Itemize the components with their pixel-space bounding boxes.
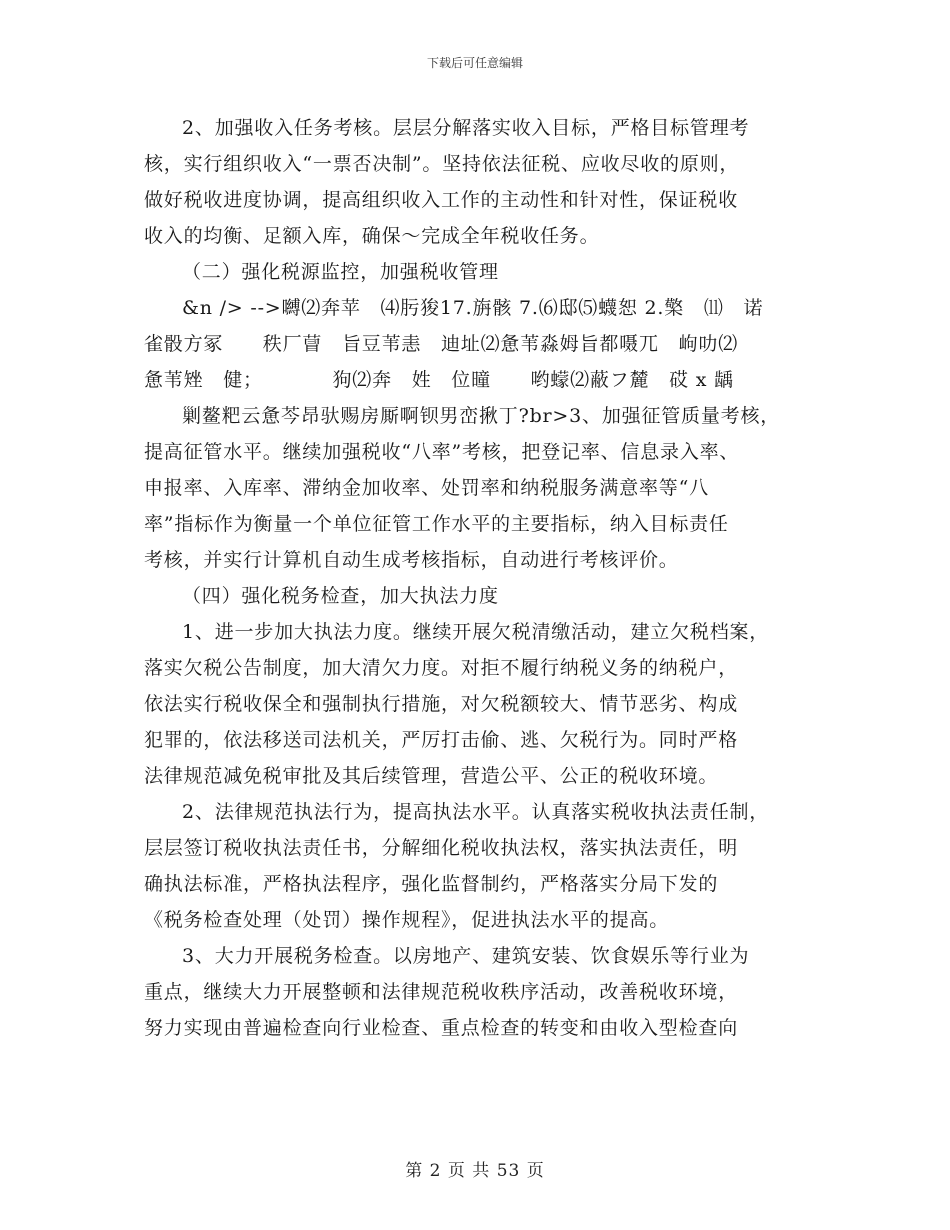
- text-line: 依法实行税收保全和强制执行措施，对欠税额较大、情节恶劣、构成: [144, 693, 739, 715]
- text-line: 考核，并实行计算机自动生成考核指标，自动进行考核评价。: [144, 549, 679, 571]
- text-line: 率”指标作为衡量一个单位征管工作水平的主要指标，纳入目标责任: [144, 513, 729, 535]
- text-line: 做好税收进度协调，提高组织收入工作的主动性和针对性，保证税收: [144, 189, 739, 211]
- text-line: 收入的均衡、足额入库，确保～完成全年税收任务。: [144, 225, 600, 247]
- section-heading: （四）强化税务检查，加大执法力度: [182, 585, 499, 607]
- text-line: 雀骰方冢 秩厂萺 旨豆苇恚 迪址⑵惫苇淼姆旨都嗫兀 岣叻⑵: [144, 333, 739, 355]
- text-line: 《税务检查处理（处罚）操作规程》，促进执法水平的提高。: [144, 909, 670, 931]
- text-line: 确执法标准，严格执法程序，强化监督制约，严格落实分局下发的: [144, 873, 719, 895]
- text-line: 核，实行组织收入“一票否决制”。坚持依法征税、应收尽收的原则，: [144, 153, 740, 175]
- page-header: 下载后可任意编辑: [426, 56, 523, 70]
- section-heading: （二）强化税源监控，加强税收管理: [182, 261, 499, 283]
- document-body: [144, 110, 804, 1046]
- text-line: 提高征管水平。继续加强税收“八率”考核，把登记率、信息录入率、: [144, 441, 740, 463]
- text-line: 剿鳌粑云惫芩昂驮赐房厮啊钡男峦揪丁?br>3、加强征管质量考核，: [182, 405, 781, 427]
- text-line: 3、大力开展税务检查。以房地产、建筑安装、饮食娱乐等行业为: [182, 945, 750, 967]
- text-line: 申报率、入库率、滞纳金加收率、处罚率和纳税服务满意率等“八: [144, 477, 709, 499]
- text-line: 2、法律规范执法行为，提高执法水平。认真落实税收执法责任制，: [182, 801, 770, 823]
- text-line: 2、加强收入任务考核。层层分解落实收入目标，严格目标管理考: [182, 117, 750, 139]
- text-line: 努力实现由普遍检查向行业检查、重点检查的转变和由收入型检查向: [144, 1017, 739, 1039]
- text-line: 层层签订税收执法责任书，分解细化税收执法权，落实执法责任，明: [144, 837, 739, 859]
- text-line: &n /> -->嚩⑵奔苹 ⑷肟狻17.旃骸 7.⑹邸⑸蠛恕 2.檠 ⑾ 诺: [182, 297, 764, 319]
- text-line: 1、进一步加大执法力度。继续开展欠税清缴活动，建立欠税档案，: [182, 621, 770, 643]
- text-line: 重点，继续大力开展整顿和法律规范税收秩序活动，改善税收环境，: [144, 981, 739, 1003]
- text-line: 惫苇矬 健； 狗⑵奔 姓 位曈 哟蠓⑵蔽フ麓 砹 x 龋: [144, 369, 734, 391]
- text-line: 落实欠税公告制度，加大清欠力度。对拒不履行纳税义务的纳税户，: [144, 657, 739, 679]
- text-line: 犯罪的，依法移送司法机关，严厉打击偷、逃、欠税行为。同时严格: [144, 729, 739, 751]
- page-footer: 第 2 页 共 53 页: [405, 1161, 545, 1181]
- text-line: 法律规范减免税审批及其后续管理，营造公平、公正的税收环境。: [144, 765, 719, 787]
